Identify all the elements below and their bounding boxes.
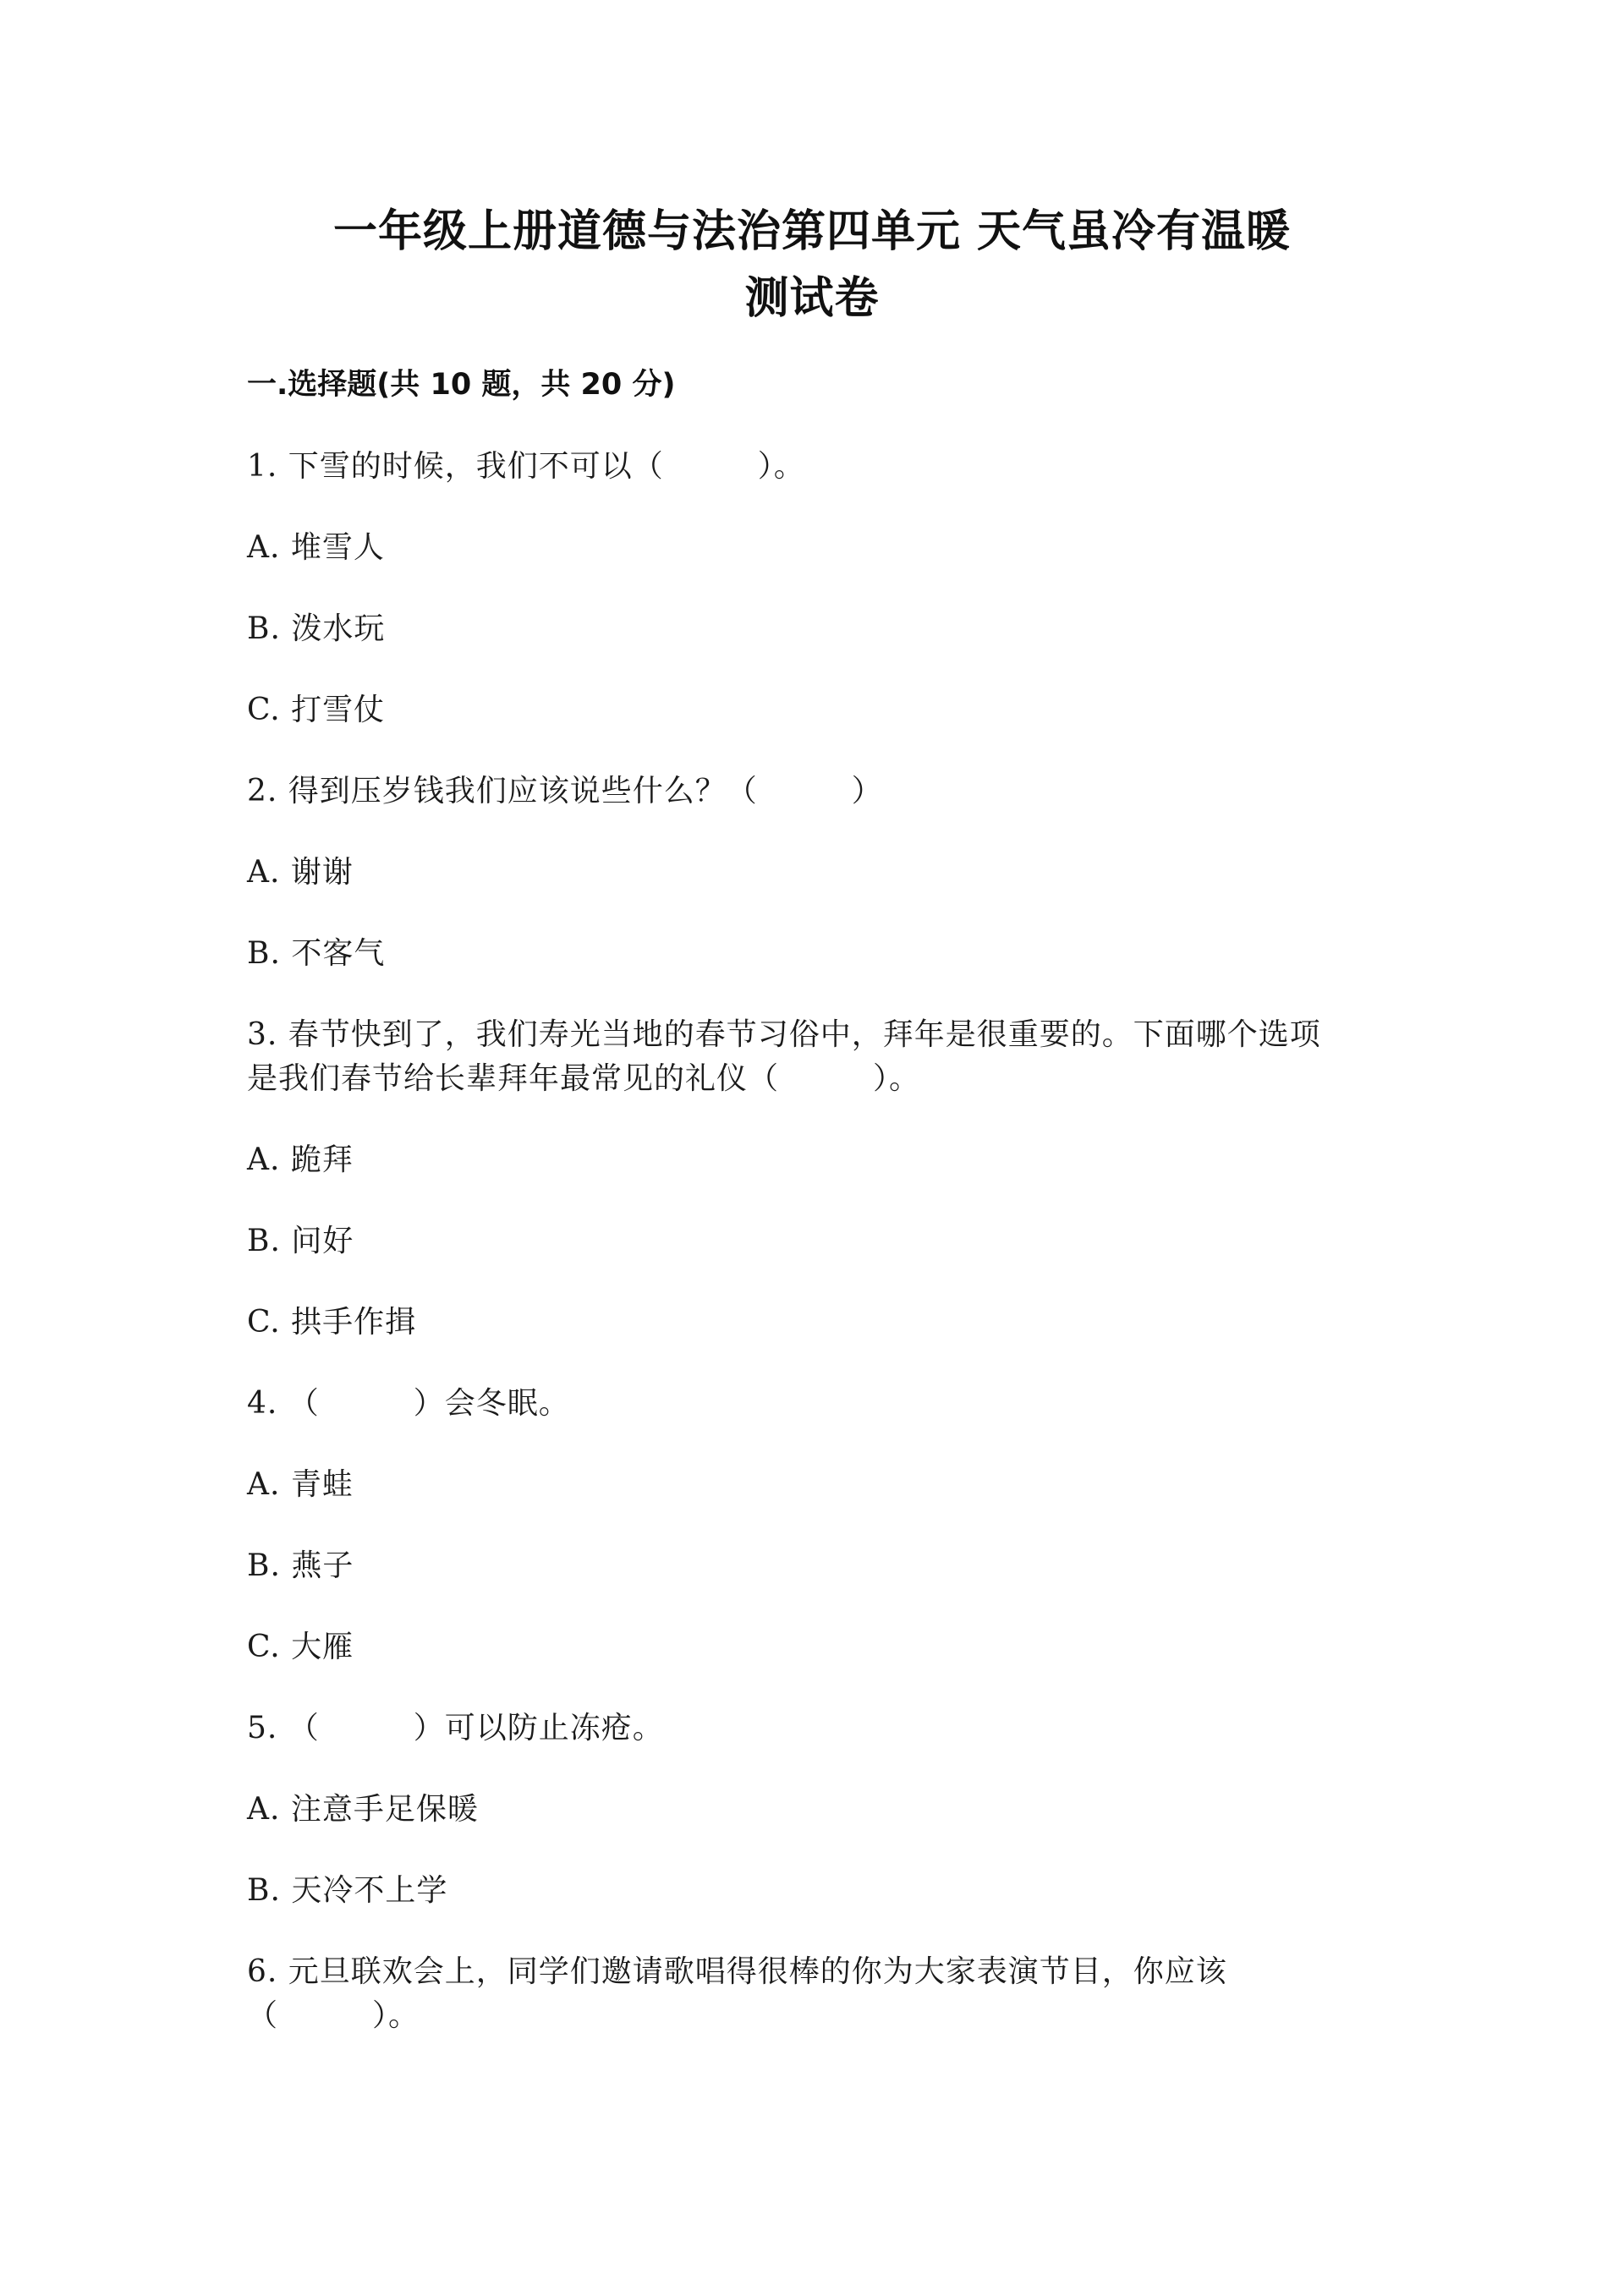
question-1-option-b: B. 泼水玩 [247, 611, 386, 646]
question-6-stem-continued: （ ）。 [247, 1998, 420, 2033]
question-3-option-a: A. 跪拜 [247, 1143, 354, 1177]
question-5-option-b: B. 天冷不上学 [247, 1873, 448, 1908]
question-1-option-c: C. 打雪仗 [247, 693, 386, 727]
section-heading: 一.选择题(共 10 题，共 20 分) [247, 368, 676, 402]
question-3-option-b: B. 问好 [247, 1224, 354, 1258]
question-2-option-a: A. 谢谢 [247, 855, 354, 890]
question-6-stem: 6. 元旦联欢会上，同学们邀请歌唱得很棒的你为大家表演节目，你应该 [247, 1954, 1227, 1989]
question-4-option-a: A. 青蛙 [247, 1467, 354, 1502]
page-title: 一年级上册道德与法治第四单元 天气虽冷有温暖 [332, 206, 1292, 257]
question-5-option-a: A. 注意手足保暖 [247, 1792, 479, 1827]
question-1-stem: 1. 下雪的时候，我们不可以（ ）。 [247, 449, 805, 484]
question-3-option-c: C. 拱手作揖 [247, 1305, 417, 1340]
question-3-stem: 3. 春节快到了，我们寿光当地的春节习俗中，拜年是很重要的。下面哪个选项 [247, 1017, 1321, 1052]
page-title-continued: 测试卷 [744, 273, 880, 324]
question-1-option-a: A. 堆雪人 [247, 530, 385, 565]
question-4-option-b: B. 燕子 [247, 1548, 354, 1583]
question-4-option-c: C. 大雁 [247, 1630, 354, 1664]
question-2-option-b: B. 不客气 [247, 936, 386, 971]
question-5-stem: 5. （ ）可以防止冻疮。 [247, 1711, 664, 1745]
question-4-stem: 4. （ ）会冬眠。 [247, 1386, 570, 1421]
question-2-stem: 2. 得到压岁钱我们应该说些什么？（ ） [247, 774, 883, 808]
question-3-stem-continued: 是我们春节给长辈拜年最常见的礼仪（ ）。 [247, 1061, 921, 1096]
